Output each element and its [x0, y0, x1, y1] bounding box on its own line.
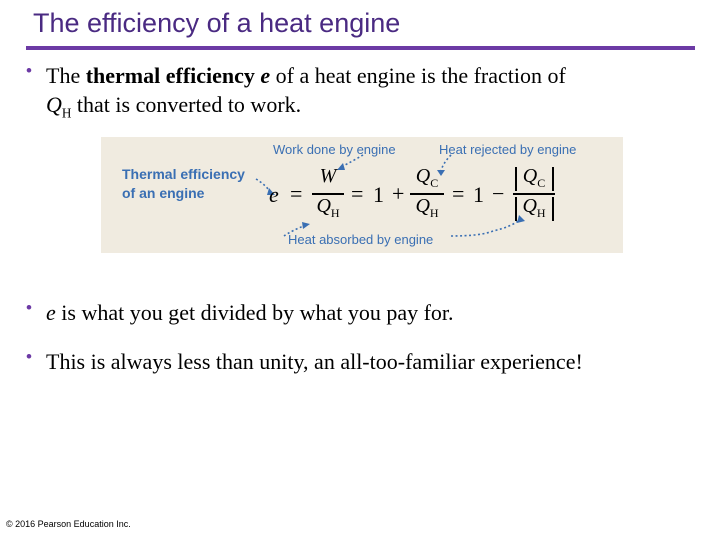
bullet-dot: •	[26, 347, 32, 366]
minus-sign: −	[492, 181, 505, 206]
symbol-q: Q	[46, 92, 62, 117]
annotation-heat-rejected: Heat rejected by engine	[439, 142, 577, 157]
numerator-W: W	[319, 165, 337, 187]
figure-label: Thermal efficiency of an engine	[122, 166, 245, 201]
abs-bar	[552, 197, 554, 221]
numerator-abs-QC: $Q_C$	[522, 165, 546, 190]
one: 1	[373, 182, 384, 207]
bold-term: thermal efficiency	[85, 63, 261, 88]
bullet-dot: •	[26, 61, 32, 80]
symbol-e: e	[269, 182, 279, 207]
denominator-abs-QH: $Q_H$	[522, 195, 546, 220]
equals-sign: =	[290, 181, 303, 206]
efficiency-equation-figure	[101, 137, 623, 253]
plus-sign: +	[392, 181, 405, 206]
denominator-QH: $Q_H$	[316, 195, 340, 220]
equals-sign: =	[351, 181, 364, 206]
denominator-QH: $Q_H$	[415, 195, 439, 220]
bullet-2	[26, 298, 454, 327]
title-underline	[26, 46, 695, 50]
annotation-work-done: Work done by engine	[273, 142, 396, 157]
symbol-e: e	[46, 300, 56, 325]
slide-title: The efficiency of a heat engine	[33, 8, 401, 38]
bullet-1-text: The thermal efficiency e of a heat engine is the fraction of $Q_H$ that is converted to work.	[46, 63, 566, 121]
copyright-notice: © 2016 Pearson Education Inc.	[6, 519, 131, 529]
bullet-3-text: This is always less than unity, an all-too-familiar experience!	[46, 349, 583, 374]
numerator-QC: $Q_C$	[415, 165, 439, 190]
bullet-2-text: e is what you get divided by what you pay for.	[46, 300, 454, 325]
one: 1	[473, 182, 484, 207]
equals-sign: =	[452, 181, 465, 206]
bullet-dot: •	[26, 298, 32, 317]
symbol-e: e	[260, 63, 271, 88]
bullet-1	[26, 61, 706, 127]
annotation-heat-absorbed: Heat absorbed by engine	[288, 232, 434, 247]
abs-bar	[552, 167, 554, 191]
bullet-3	[26, 347, 583, 376]
